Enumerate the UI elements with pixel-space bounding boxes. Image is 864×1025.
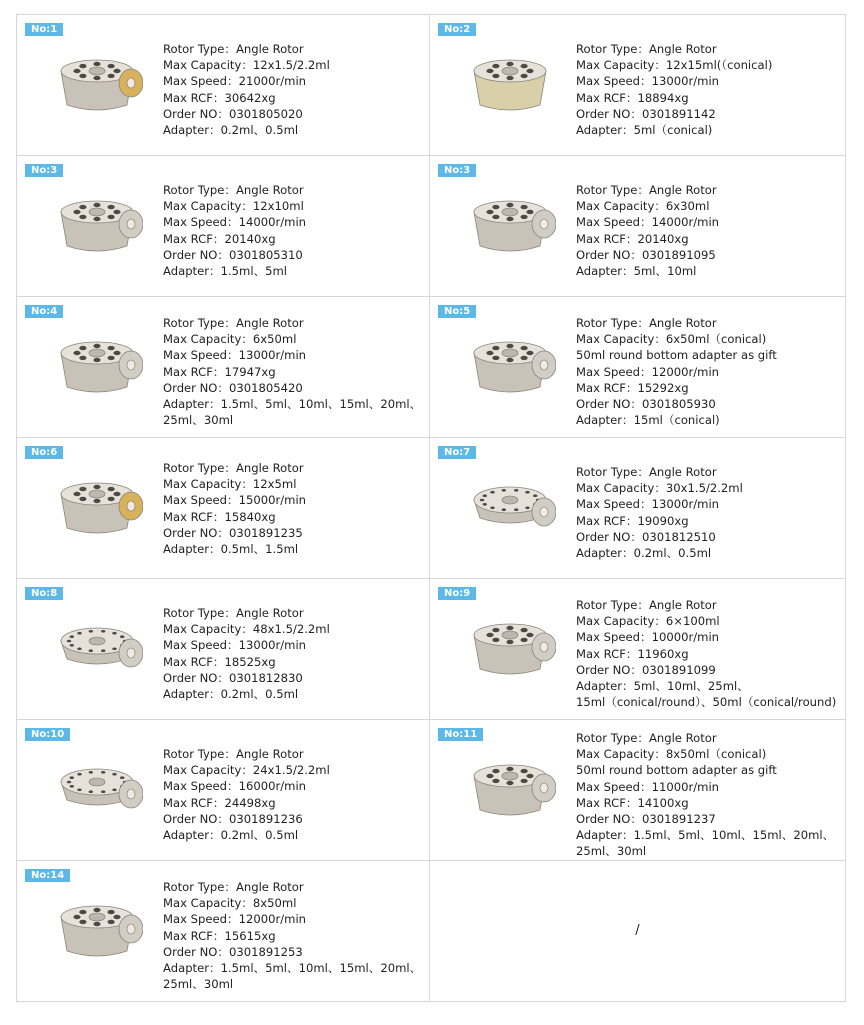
spec-line: Max Capacity：6x50ml — [163, 332, 297, 347]
spec-line: 50ml round bottom adapter as gift — [576, 348, 777, 363]
spec-line: Adapter：15ml（conical) — [576, 413, 720, 428]
spec-line: Max RCF：24498xg — [163, 795, 276, 810]
model-number-badge: No:11 — [438, 728, 483, 741]
model-number-badge: No:1 — [25, 23, 63, 36]
rotor-cell — [17, 720, 430, 861]
spec-line: Order NO：0301805020 — [163, 106, 303, 121]
spec-line: Rotor Type：Angle Rotor — [576, 183, 717, 197]
spec-line: Order NO：0301812830 — [163, 670, 303, 685]
table-row — [17, 579, 847, 720]
spec-line: Max RCF：11960xg — [576, 646, 689, 661]
spec-line: Max Capacity：12x15ml(（conical) — [576, 58, 773, 73]
spec-line: Rotor Type：Angle Rotor — [163, 461, 304, 475]
spec-line: Rotor Type：Angle Rotor — [163, 606, 304, 620]
spec-line: Order NO：0301891142 — [576, 106, 716, 121]
table-row — [17, 15, 847, 156]
rotor-flat-icon — [466, 474, 556, 544]
table-row — [17, 438, 847, 579]
rotor-specs — [576, 315, 777, 428]
rotor-cell — [430, 15, 846, 156]
spec-line: Rotor Type：Angle Rotor — [576, 42, 717, 56]
rotor-cell — [17, 579, 430, 720]
spec-line: Max Speed：11000r/min — [576, 779, 720, 794]
rotor-cell — [17, 438, 430, 579]
spec-line: Rotor Type：Angle Rotor — [163, 747, 304, 761]
spec-line: Max Speed：13000r/min — [163, 638, 307, 653]
spec-line: Adapter：0.2ml、0.5ml — [576, 546, 712, 561]
model-number-badge: No:3 — [438, 164, 476, 177]
spec-line: Max RCF：15615xg — [163, 928, 276, 943]
rotor-gold-icon — [466, 51, 556, 121]
empty-cell — [430, 861, 846, 1002]
rotor-icon — [53, 333, 143, 403]
spec-line: Rotor Type：Angle Rotor — [576, 465, 717, 479]
spec-line: Max RCF：14100xg — [576, 795, 689, 810]
spec-line: Order NO：0301891095 — [576, 247, 716, 262]
spec-line: Max Capacity：30x1.5/2.2ml — [576, 481, 743, 496]
spec-line: Max Speed：14000r/min — [576, 215, 720, 230]
spec-line: Rotor Type：Angle Rotor — [576, 598, 717, 612]
table-row — [17, 297, 847, 438]
model-number-badge: No:7 — [438, 446, 476, 459]
rotor-specs — [576, 182, 719, 279]
rotor-specs — [576, 730, 834, 860]
spec-line: Max RCF：20140xg — [163, 231, 276, 246]
spec-line: 25ml、30ml — [163, 977, 234, 992]
spec-line: Max RCF：19090xg — [576, 513, 689, 528]
spec-line: Adapter：0.5ml、1.5ml — [163, 542, 299, 557]
spec-line: Max RCF：15840xg — [163, 509, 276, 524]
model-number-badge: No:14 — [25, 869, 70, 882]
spec-line: Rotor Type：Angle Rotor — [163, 316, 304, 330]
spec-line: Max RCF：17947xg — [163, 364, 276, 379]
spec-line: Order NO：0301805930 — [576, 397, 716, 412]
spec-line: Rotor Type：Angle Rotor — [163, 42, 304, 56]
spec-line: 25ml、30ml — [576, 844, 647, 859]
rotor-icon — [466, 615, 556, 685]
spec-line: Rotor Type：Angle Rotor — [576, 316, 717, 330]
rotor-specs — [163, 41, 330, 138]
spec-line: Max Speed：10000r/min — [576, 630, 720, 645]
spec-line: Order NO：0301805420 — [163, 380, 303, 395]
spec-line: Max Speed：21000r/min — [163, 74, 307, 89]
spec-line: Max Speed：15000r/min — [163, 493, 307, 508]
rotor-cell — [430, 297, 846, 438]
model-number-badge: No:5 — [438, 305, 476, 318]
spec-line: Max Capacity：8x50ml（conical) — [576, 747, 767, 762]
spec-line: Adapter：5ml、10ml — [576, 264, 697, 279]
rotor-specs — [576, 41, 772, 138]
rotor-specs — [163, 182, 306, 279]
rotor-cell — [430, 156, 846, 297]
rotor-cell — [17, 15, 430, 156]
spec-line: Rotor Type：Angle Rotor — [576, 731, 717, 745]
spec-line: Max Capacity：12x1.5/2.2ml — [163, 58, 330, 73]
spec-line: Max Speed：13000r/min — [576, 74, 720, 89]
spec-line: Adapter：0.2ml、0.5ml — [163, 828, 299, 843]
spec-line: Max RCF：18525xg — [163, 654, 276, 669]
spec-line: Adapter：1.5ml、5ml、10ml、15ml、20ml、 — [163, 397, 422, 412]
spec-line: Adapter：0.2ml、0.5ml — [163, 123, 299, 138]
spec-line: Max Capacity：6x50ml（conical) — [576, 332, 767, 347]
rotor-specs — [163, 605, 330, 702]
spec-line: Adapter：5ml（conical) — [576, 123, 713, 138]
rotor-icon — [466, 192, 556, 262]
model-number-badge: No:10 — [25, 728, 70, 741]
spec-line: Order NO：0301891099 — [576, 662, 716, 677]
rotor-specs — [163, 460, 306, 557]
spec-line: Max Speed：13000r/min — [163, 348, 307, 363]
spec-line: Max Speed：12000r/min — [163, 912, 307, 927]
rotor-lid-gold-icon — [53, 474, 143, 544]
spec-line: Max Speed：16000r/min — [163, 779, 307, 794]
spec-line: Adapter：1.5ml、5ml、10ml、15ml、20ml、 — [163, 961, 422, 976]
spec-line: Max Capacity：12x5ml — [163, 477, 297, 492]
rotor-flat-icon — [53, 756, 143, 826]
spec-line: Order NO：0301891235 — [163, 525, 303, 540]
spec-line: Max Capacity：24x1.5/2.2ml — [163, 763, 330, 778]
rotor-specs — [163, 315, 421, 428]
spec-line: Max Capacity：6×100ml — [576, 614, 720, 629]
spec-line: 15ml（conical/round）、50ml（conical/round) — [576, 695, 837, 710]
spec-line: Max RCF：30642xg — [163, 90, 276, 105]
rotor-specs — [576, 464, 743, 561]
rotor-table — [16, 14, 847, 1002]
rotor-lid-gold-icon — [53, 51, 143, 121]
spec-line: Order NO：0301891253 — [163, 944, 303, 959]
spec-line: Max Capacity：6x30ml — [576, 199, 710, 214]
rotor-specs — [163, 746, 330, 843]
rotor-cell — [17, 861, 430, 1002]
spec-line: 25ml、30ml — [163, 413, 234, 428]
spec-line: Max Capacity：12x10ml — [163, 199, 304, 214]
rotor-cell — [17, 156, 430, 297]
empty-placeholder: / — [635, 923, 640, 938]
model-number-badge: No:4 — [25, 305, 63, 318]
spec-line: Rotor Type：Angle Rotor — [163, 880, 304, 894]
spec-line: Adapter：1.5ml、5ml、10ml、15ml、20ml、 — [576, 828, 835, 843]
spec-line: Order NO：0301812510 — [576, 529, 716, 544]
spec-line: Adapter：1.5ml、5ml — [163, 264, 288, 279]
rotor-cell — [430, 720, 846, 861]
model-number-badge: No:8 — [25, 587, 63, 600]
rotor-icon — [53, 192, 143, 262]
table-row — [17, 720, 847, 861]
table-row — [17, 861, 847, 1002]
spec-line: Max Speed：14000r/min — [163, 215, 307, 230]
spec-line: Adapter：0.2ml、0.5ml — [163, 687, 299, 702]
spec-line: Order NO：0301891237 — [576, 812, 716, 827]
spec-line: Max RCF：15292xg — [576, 380, 689, 395]
spec-line: Max Capacity：48x1.5/2.2ml — [163, 622, 330, 637]
spec-line: Max Speed：12000r/min — [576, 364, 720, 379]
spec-line: Order NO：0301891236 — [163, 811, 303, 826]
spec-line: Max RCF：18894xg — [576, 90, 689, 105]
spec-line: Max RCF：20140xg — [576, 231, 689, 246]
rotor-specs — [163, 879, 421, 992]
model-number-badge: No:2 — [438, 23, 476, 36]
rotor-icon — [466, 756, 556, 826]
model-number-badge: No:6 — [25, 446, 63, 459]
rotor-cell — [430, 579, 846, 720]
spec-line: Max Capacity：8x50ml — [163, 896, 297, 911]
rotor-icon — [53, 897, 143, 967]
table-row — [17, 156, 847, 297]
model-number-badge: No:9 — [438, 587, 476, 600]
rotor-icon — [466, 333, 556, 403]
rotor-cell — [430, 438, 846, 579]
spec-line: Adapter：5ml、10ml、25ml、 — [576, 679, 749, 694]
rotor-specs — [576, 597, 836, 710]
model-number-badge: No:3 — [25, 164, 63, 177]
spec-line: Rotor Type：Angle Rotor — [163, 183, 304, 197]
spec-line: Order NO：0301805310 — [163, 247, 303, 262]
rotor-cell — [17, 297, 430, 438]
spec-line: 50ml round bottom adapter as gift — [576, 763, 777, 778]
spec-line: Max Speed：13000r/min — [576, 497, 720, 512]
rotor-flat-icon — [53, 615, 143, 685]
